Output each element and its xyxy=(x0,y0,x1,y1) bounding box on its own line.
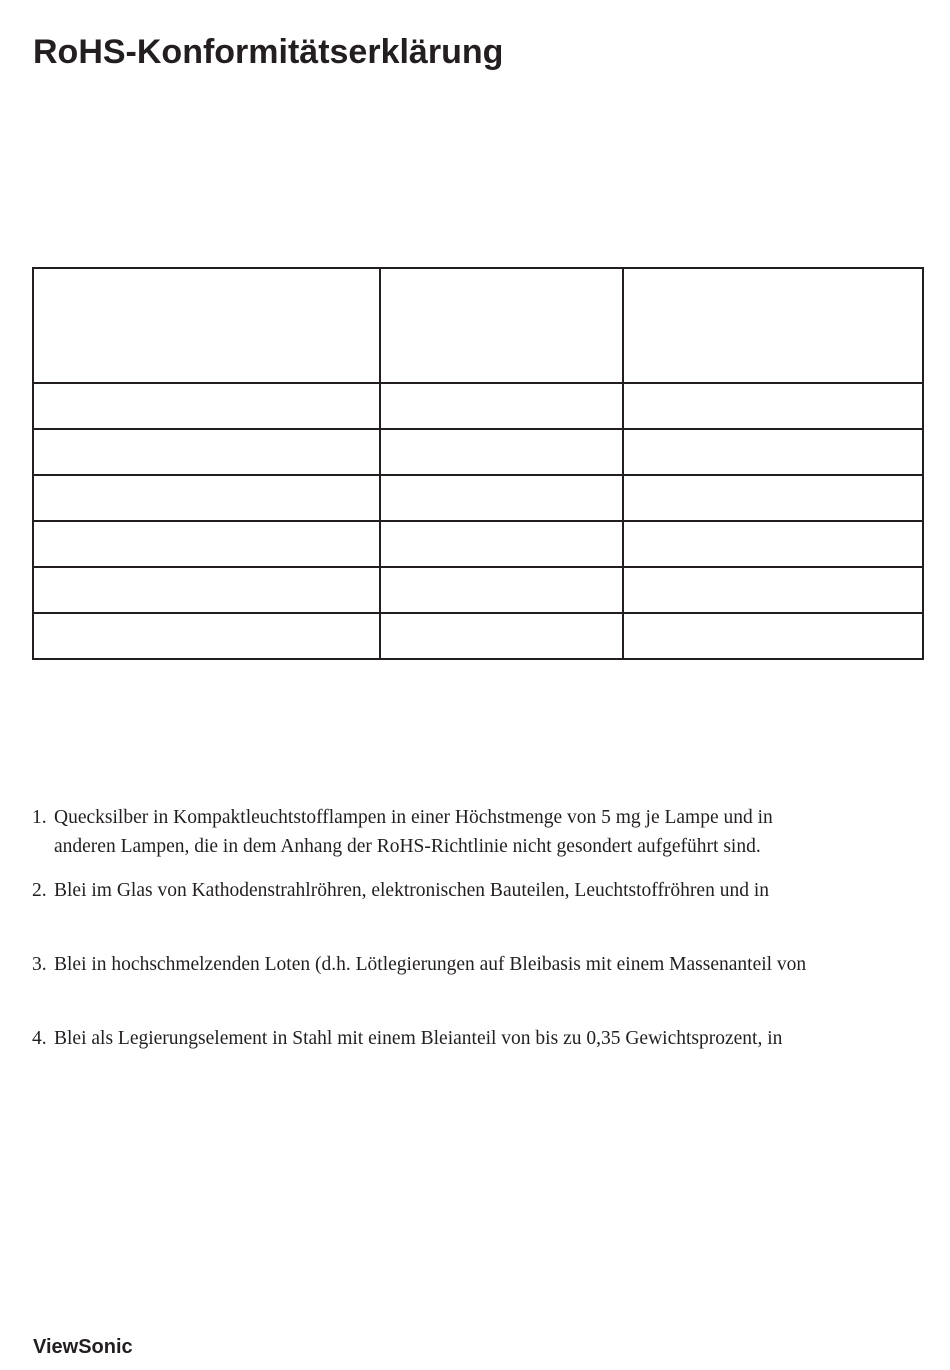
note-number: 2. xyxy=(32,880,47,901)
page-title: RoHS-Konformitätserklärung xyxy=(33,33,504,71)
exemption-note-3 xyxy=(32,950,806,979)
brand-footer: ViewSonic xyxy=(33,1336,133,1358)
table-cell xyxy=(623,383,923,429)
table-row xyxy=(33,521,923,567)
table-cell xyxy=(33,429,380,475)
note-number: 3. xyxy=(32,954,47,975)
rohs-substance-table xyxy=(32,267,924,660)
table-cell xyxy=(623,429,923,475)
table-cell xyxy=(380,521,623,567)
table-cell xyxy=(33,613,380,659)
table-cell xyxy=(380,383,623,429)
table-header-cell xyxy=(380,268,623,383)
table-header-row xyxy=(33,268,923,383)
exemption-note-2 xyxy=(32,876,769,905)
table-cell xyxy=(623,475,923,521)
note-text-line: Blei in hochschmelzenden Loten (d.h. Lötlegierungen auf Bleibasis mit einem Massenanteil von xyxy=(54,954,807,975)
table-row xyxy=(33,383,923,429)
table-cell xyxy=(623,521,923,567)
table-cell xyxy=(33,567,380,613)
note-text-line: Quecksilber in Kompaktleuchtstofflampen in einer Höchstmenge von 5 mg je Lampe und in xyxy=(54,807,773,828)
table-cell xyxy=(33,521,380,567)
table-cell xyxy=(380,567,623,613)
table-cell xyxy=(623,567,923,613)
note-number: 4. xyxy=(32,1028,47,1049)
table-row xyxy=(33,613,923,659)
table-cell xyxy=(380,613,623,659)
table-header-cell xyxy=(623,268,923,383)
note-number: 1. xyxy=(32,807,47,828)
table-cell xyxy=(623,613,923,659)
note-text-line: Blei als Legierungselement in Stahl mit einem Bleianteil von bis zu 0,35 Gewichtsprozent, in xyxy=(54,1028,783,1049)
note-text-line: anderen Lampen, die in dem Anhang der RoHS-Richtlinie nicht gesondert aufgeführt sind. xyxy=(54,836,761,857)
table-cell xyxy=(380,429,623,475)
table-cell xyxy=(33,383,380,429)
table-cell xyxy=(380,475,623,521)
exemption-note-1 xyxy=(32,803,773,861)
table-row xyxy=(33,567,923,613)
table-row xyxy=(33,475,923,521)
exemption-note-4 xyxy=(32,1024,782,1053)
table-cell xyxy=(33,475,380,521)
table-row xyxy=(33,429,923,475)
note-text-line: Blei im Glas von Kathodenstrahlröhren, elektronischen Bauteilen, Leuchtstoffröhren und in xyxy=(54,880,769,901)
table-header-cell xyxy=(33,268,380,383)
